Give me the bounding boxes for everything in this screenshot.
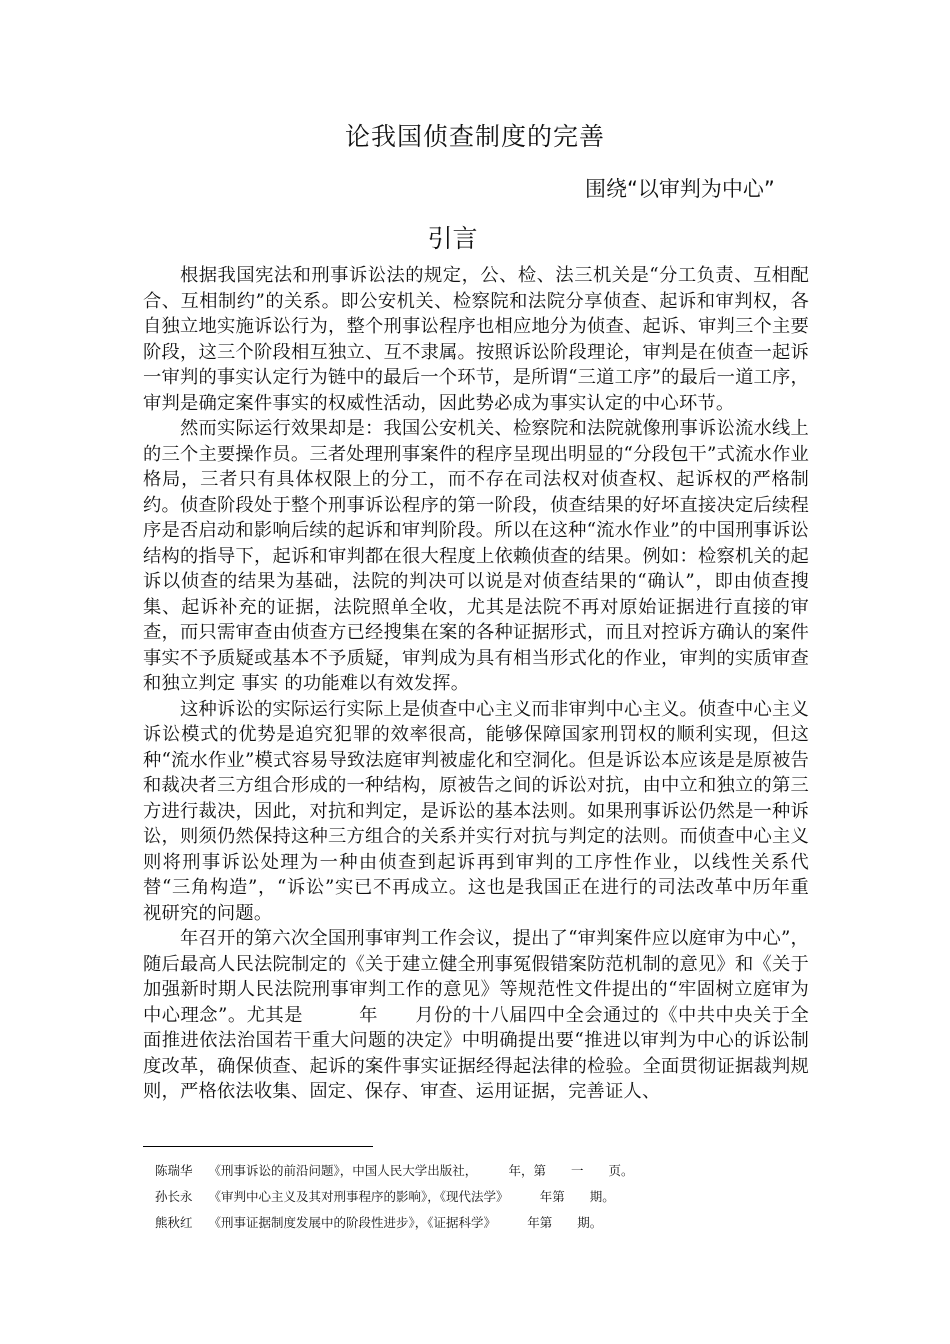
footnote-author: 熊秋红 [155,1215,193,1230]
footnotes [155,1158,805,1236]
paragraph-3: 这种诉讼的实际运行实际上是侦查中心主义而非审判中心主义。侦查中心主义诉讼模式的优势是追究犯罪的效率很高，能够保障国家刑罚权的顺利实现，但这种“流水作业”模式容易导致法庭审判被虚化和空洞化。但是诉讼本应该是是原被告和裁决者三方组合形成的一种结构，原被告之间的诉讼对抗，由中立和独立的第三方进行裁决，因此，对抗和判定，是诉讼的基本法则。如果刑事诉讼仍然是一种诉讼，则须仍然保持这种三方组合的关系并实行对抗与判定的法则。而侦查中心主义则将刑事诉讼处理为一种由侦查到起诉再到审判的工序性作业，以线性关系代替“三角构造”，“诉讼”实已不再成立。这也是我国正在进行的司法改革中历年重视研究的问题。 [143,698,809,924]
document-subtitle: 围绕“以审判为中心” [585,177,775,201]
footnote-source: 《审判中心主义及其对刑事程序的影响》，《现代法学》 年第 期。 [208,1189,615,1204]
footnote-2 [155,1184,805,1210]
footnote-source: 《刑事诉讼的前沿问题》，中国人民大学出版社， 年，第 一 页。 [208,1163,634,1178]
footnote-divider [143,1146,373,1147]
paragraph-2: 然而实际运行效果却是：我国公安机关、检察院和法院就像刑事诉讼流水线上的三个主要操作员。三者处理刑事案件的程序呈现出明显的“分段包干”式流水作业格局，三者只有具体权限上的分工，而不存在司法权对侦查权、起诉权的严格制约。侦查阶段处于整个刑事诉讼程序的第一阶段，侦查结果的好坏直接决定后续程序是否启动和影响后续的起诉和审判阶段。所以在这种“流水作业”的中国刑事诉讼结构的指导下，起诉和审判都在很大程度上依赖侦查的结果。例如：检察机关的起诉以侦查的结果为基础，法院的判决可以说是对侦查结果的“确认”，即由侦查搜集、起诉补充的证据，法院照单全收，尤其是法院不再对原始证据进行直接的审查，而只需审查由侦查方已经搜集在案的各种证据形式，而且对控诉方确认的案件事实不予质疑或基本不予质疑，审判成为具有相当形式化的作业，审判的实质审查和独立判定 事实 的功能难以有效发挥。 [143,418,809,694]
footnote-author: 孙长永 [155,1189,193,1204]
document-title: 论我国侦查制度的完善 [344,122,605,151]
paragraph-4: 年召开的第六次全国刑事审判工作会议，提出了“审判案件应以庭审为中心”，随后最高人民法院制定的《关于建立健全刑事冤假错案防范机制的意见》和《关于加强新时期人民法院刑事审判工作的意见》等规范性文件提出的“牢固树立庭审为中心理念”。尤其是 年 月份的十八届四中全会通过的《中共中央关于全面推进依法治国若干重大问题的决定》中明确提出要“推进以审判为中心的诉讼制度改革，确保侦查、起诉的案件事实证据经得起法律的检验。全面贯彻证据裁判规则，严格依法收集、固定、保存、审查、运用证据，完善证人、 [143,928,809,1102]
paragraph-1: 根据我国宪法和刑事诉讼法的规定，公、检、法三机关是“分工负责、互相配合、互相制约”的关系。即公安机关、检察院和法院分享侦查、起诉和审判权，各自独立地实施诉讼行为，整个刑事讼程序也相应地分为侦查、起诉、审判三个主要阶段，这三个阶段相互独立、互不隶属。按照诉讼阶段理论，审判是在侦查一起诉一审判的事实认定行为链中的最后一个环节，是所谓“三道工序”的最后一道工序，审判是确定案件事实的权威性活动，因此势必成为事实认定的中心环节。 [143,265,809,414]
body-text [143,263,809,1105]
footnote-1 [155,1158,805,1184]
footnote-3 [155,1210,805,1236]
section-heading: 引言 [427,224,478,253]
footnote-source: 《刑事证据制度发展中的阶段性进步》，《证据科学》 年第 期。 [208,1215,603,1230]
footnote-author: 陈瑞华 [155,1163,193,1178]
